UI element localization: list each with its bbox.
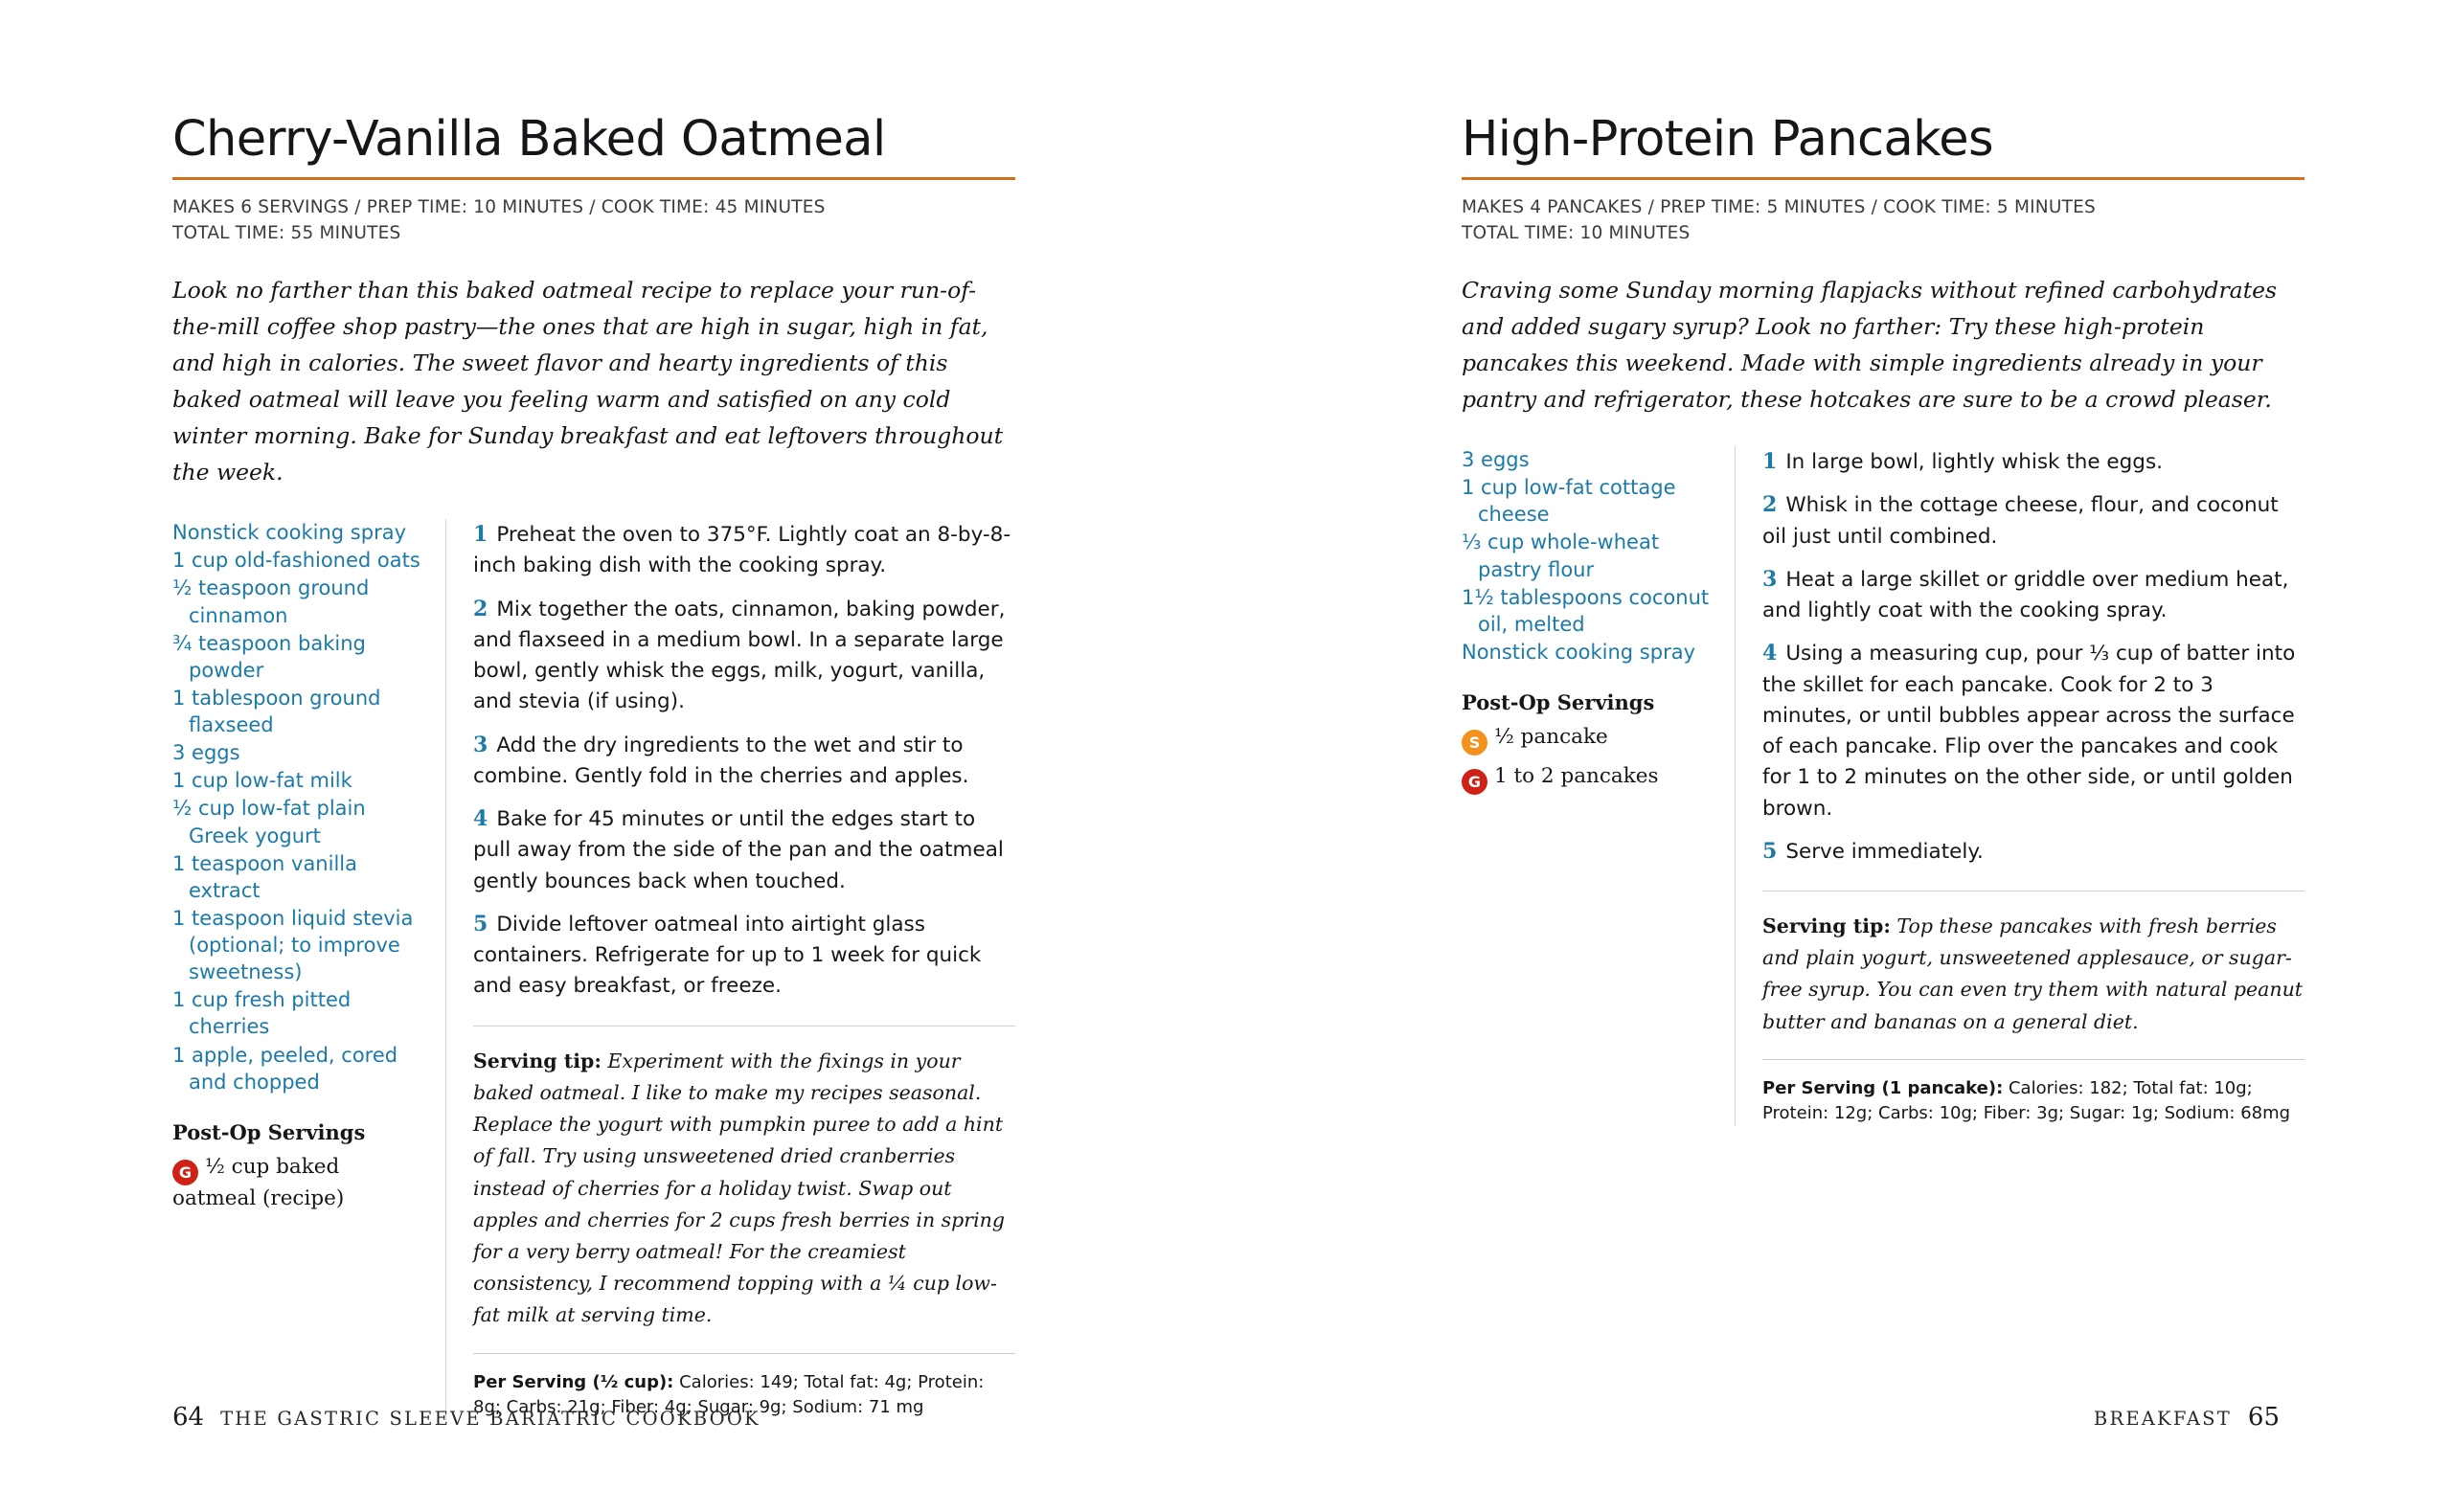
- page-right-content: [1462, 113, 2304, 1126]
- step-number: 2: [473, 596, 488, 621]
- step-text: Preheat the oven to 375°F. Lightly coat an 8-by-8-inch baking dish with the cooking spray.: [473, 523, 1011, 578]
- nutrition-label: Per Serving (1 pancake):: [1762, 1077, 2004, 1098]
- serving-tip-text: Experiment with the fixings in your baked oatmeal. I like to make my recipes seasonal. Replace the yogurt with pumpkin puree to add a hint of fall. Try using unsweetened dried cranberries instead of cherries for a holiday twist. Swap out apples and cherries for 2 cups fresh berries in spring for a very berry oatmeal! For the creamiest consistency, I recommend topping with a ¼ cup low-fat milk at serving time.: [473, 1049, 1005, 1327]
- page-left-content: [172, 113, 1015, 1420]
- step-number: 5: [473, 911, 488, 937]
- nutrition-divider: [473, 1353, 1015, 1354]
- ingredient-item: 1 cup low-fat cottage cheese: [1462, 476, 1676, 527]
- serving-tip: [473, 1046, 1015, 1332]
- nutrition-label: Per Serving (½ cup):: [473, 1371, 674, 1392]
- ingredient-item: 1 tablespoon ground flaxseed: [172, 686, 381, 737]
- instructions-column: [1736, 446, 2304, 1126]
- step-text: Add the dry ingredients to the wet and stir to combine. Gently fold in the cherries and apples.: [473, 733, 969, 788]
- footer-left: [172, 1403, 761, 1432]
- ingredient-item: 1 teaspoon vanilla extract: [172, 851, 357, 902]
- step-text: Bake for 45 minutes or until the edges start to pull away from the side of the pan and the oatmeal gently bounces back when touched.: [473, 807, 1004, 893]
- step-number: 3: [473, 732, 488, 757]
- step-number: 5: [1762, 838, 1778, 864]
- ingredient-item: Nonstick cooking spray: [1462, 640, 1696, 664]
- recipe-meta-line-2: TOTAL TIME: 10 MINUTES: [1462, 223, 1691, 244]
- instruction-step: [1762, 638, 2304, 824]
- serving-tip-divider: [473, 1026, 1015, 1027]
- instruction-step: [473, 730, 1015, 793]
- step-number: 3: [1762, 566, 1778, 592]
- badge-general-icon: G: [172, 1160, 198, 1185]
- step-text: Mix together the oats, cinnamon, baking powder, and flaxseed in a medium bowl. In a separate large bowl, gently whisk the eggs, milk, yogurt, vanilla, and stevia (if using).: [473, 597, 1006, 714]
- ingredient-item: 1 cup fresh pitted cherries: [172, 988, 352, 1039]
- instruction-steps: [473, 519, 1015, 1003]
- post-op-list: [172, 1154, 422, 1213]
- instruction-step: [473, 594, 1015, 718]
- step-number: 1: [473, 522, 488, 548]
- instruction-step: [1762, 836, 2304, 868]
- recipe-body: [172, 519, 1015, 1420]
- ingredient-item: 3 eggs: [1462, 448, 1530, 472]
- ingredient-item: 1 cup old-fashioned oats: [172, 549, 420, 573]
- post-op-item-text: 1 to 2 pancakes: [1494, 764, 1659, 789]
- post-op-item-text: ½ cup baked oatmeal (recipe): [172, 1154, 345, 1210]
- instruction-step: [473, 519, 1015, 582]
- serving-tip-label: Serving tip:: [1762, 914, 1891, 938]
- ingredient-item: Nonstick cooking spray: [172, 521, 407, 545]
- instruction-step: [1762, 489, 2304, 553]
- ingredient-item: ½ teaspoon ground cinnamon: [172, 576, 370, 627]
- nutrition-info: [1762, 1076, 2304, 1126]
- post-op-heading: Post-Op Servings: [172, 1119, 366, 1144]
- step-number: 2: [1762, 492, 1778, 518]
- ingredients-list: [172, 519, 422, 1095]
- instruction-step: [473, 803, 1015, 897]
- step-text: Serve immediately.: [1785, 839, 1984, 864]
- recipe-meta: [1462, 194, 2304, 247]
- recipe-intro: Craving some Sunday morning flapjacks without refined carbohydrates and added sugary syrup? Look no farther: Try these high-protein pancakes this weekend. Made with simple ingredients already in your pantry and refrigerator, these hotcakes are sure to be a crowd pleaser.: [1462, 276, 2278, 414]
- page-title: Cherry-Vanilla Baked Oatmeal: [172, 111, 886, 168]
- ingredients-list: [1462, 446, 1712, 666]
- ingredient-item: 1 cup low-fat milk: [172, 769, 352, 793]
- step-text: Whisk in the cottage cheese, flour, and coconut oil just until combined.: [1762, 493, 2279, 549]
- page-right: [1226, 0, 2452, 1512]
- recipe-meta-line-2: TOTAL TIME: 55 MINUTES: [172, 223, 401, 244]
- nutrition-values: Calories: 182; Total fat: 10g; Protein: 12g; Carbs: 10g; Fiber: 3g; Sugar: 1g; Sodium: 68mg: [1762, 1077, 2291, 1123]
- ingredient-item: ¾ teaspoon baking powder: [172, 631, 366, 682]
- ingredient-item: 3 eggs: [172, 741, 240, 765]
- ingredient-item: 1½ tablespoons coconut oil, melted: [1462, 585, 1710, 636]
- title-accent-rule: [172, 177, 1015, 180]
- post-op-servings-section: [172, 1120, 422, 1213]
- instruction-step: [1762, 446, 2304, 478]
- instruction-steps: [1762, 446, 2304, 868]
- nutrition-divider: [1762, 1059, 2304, 1060]
- ingredients-column: [1462, 446, 1735, 1126]
- step-number: 4: [1762, 641, 1778, 666]
- page-number: 64: [172, 1403, 205, 1432]
- instruction-step: [1762, 564, 2304, 627]
- serving-tip-label: Serving tip:: [473, 1049, 602, 1072]
- post-op-heading: Post-Op Servings: [1462, 690, 1655, 715]
- page-number: 65: [2247, 1403, 2280, 1432]
- serving-tip-text: Top these pancakes with fresh berries and plain yogurt, unsweetened applesauce, or sugar-free syrup. You can even try them with natural peanut butter and bananas on a general diet.: [1762, 914, 2304, 1033]
- nutrition-values: Calories: 149; Total fat: 4g; Protein: 8g; Carbs: 21g; Fiber: 4g; Sugar: 9g; Sodium: 71 mg: [473, 1371, 985, 1417]
- post-op-list: [1462, 724, 1712, 795]
- footer-right: [2094, 1403, 2280, 1432]
- step-number: 4: [473, 806, 488, 832]
- ingredient-item: 1 apple, peeled, cored and chopped: [172, 1043, 398, 1094]
- instructions-column: [446, 519, 1015, 1420]
- page-title: High-Protein Pancakes: [1462, 111, 1993, 168]
- post-op-item-text: ½ pancake: [1494, 725, 1608, 750]
- step-text: Using a measuring cup, pour ⅓ cup of batter into the skillet for each pancake. Cook for 2 to 3 minutes, or until bubbles appear across the surface of each pancake. Flip over the pancakes and cook for 1 to 2 minutes on the other side, or until golden brown.: [1762, 642, 2296, 821]
- recipe-intro: Look no farther than this baked oatmeal recipe to replace your run-of-the-mill coffee shop pastry—the ones that are high in sugar, high in fat, and high in calories. The sweet flavor and hearty ingredients of this baked oatmeal will leave you feeling warm and satisfied on any cold winter morning. Bake for Sunday breakfast and eat leftovers throughout the week.: [172, 276, 1004, 486]
- running-head: THE GASTRIC SLEEVE BARIATRIC COOKBOOK: [220, 1408, 761, 1430]
- recipe-meta-line-1: MAKES 4 PANCAKES / PREP TIME: 5 MINUTES / COOK TIME: 5 MINUTES: [1462, 197, 2096, 218]
- running-head: BREAKFAST: [2093, 1408, 2232, 1430]
- post-op-item: [172, 1154, 422, 1213]
- badge-general-icon: G: [1462, 769, 1487, 795]
- recipe-meta-line-1: MAKES 6 SERVINGS / PREP TIME: 10 MINUTES / COOK TIME: 45 MINUTES: [172, 197, 826, 218]
- ingredient-item: ½ cup low-fat plain Greek yogurt: [172, 797, 366, 847]
- recipe-body: [1462, 446, 2304, 1126]
- step-text: Heat a large skillet or griddle over medium heat, and lightly coat with the cooking spray.: [1762, 567, 2289, 623]
- serving-tip: [1762, 911, 2304, 1038]
- title-accent-rule: [1462, 177, 2304, 180]
- recipe-meta: [172, 194, 1015, 247]
- ingredients-column: [172, 519, 445, 1420]
- post-op-item: [1462, 724, 1712, 756]
- step-text: Divide leftover oatmeal into airtight glass containers. Refrigerate for up to 1 week for quick and easy breakfast, or freeze.: [473, 912, 982, 999]
- instruction-step: [473, 909, 1015, 1003]
- step-text: In large bowl, lightly whisk the eggs.: [1785, 450, 2163, 475]
- post-op-item: [1462, 763, 1712, 795]
- ingredient-item: ⅓ cup whole-wheat pastry flour: [1462, 530, 1660, 581]
- step-number: 1: [1762, 449, 1778, 475]
- ingredient-item: 1 teaspoon liquid stevia (optional; to improve sweetness): [172, 906, 414, 984]
- badge-soft-icon: S: [1462, 730, 1487, 756]
- post-op-servings-section: [1462, 690, 1712, 795]
